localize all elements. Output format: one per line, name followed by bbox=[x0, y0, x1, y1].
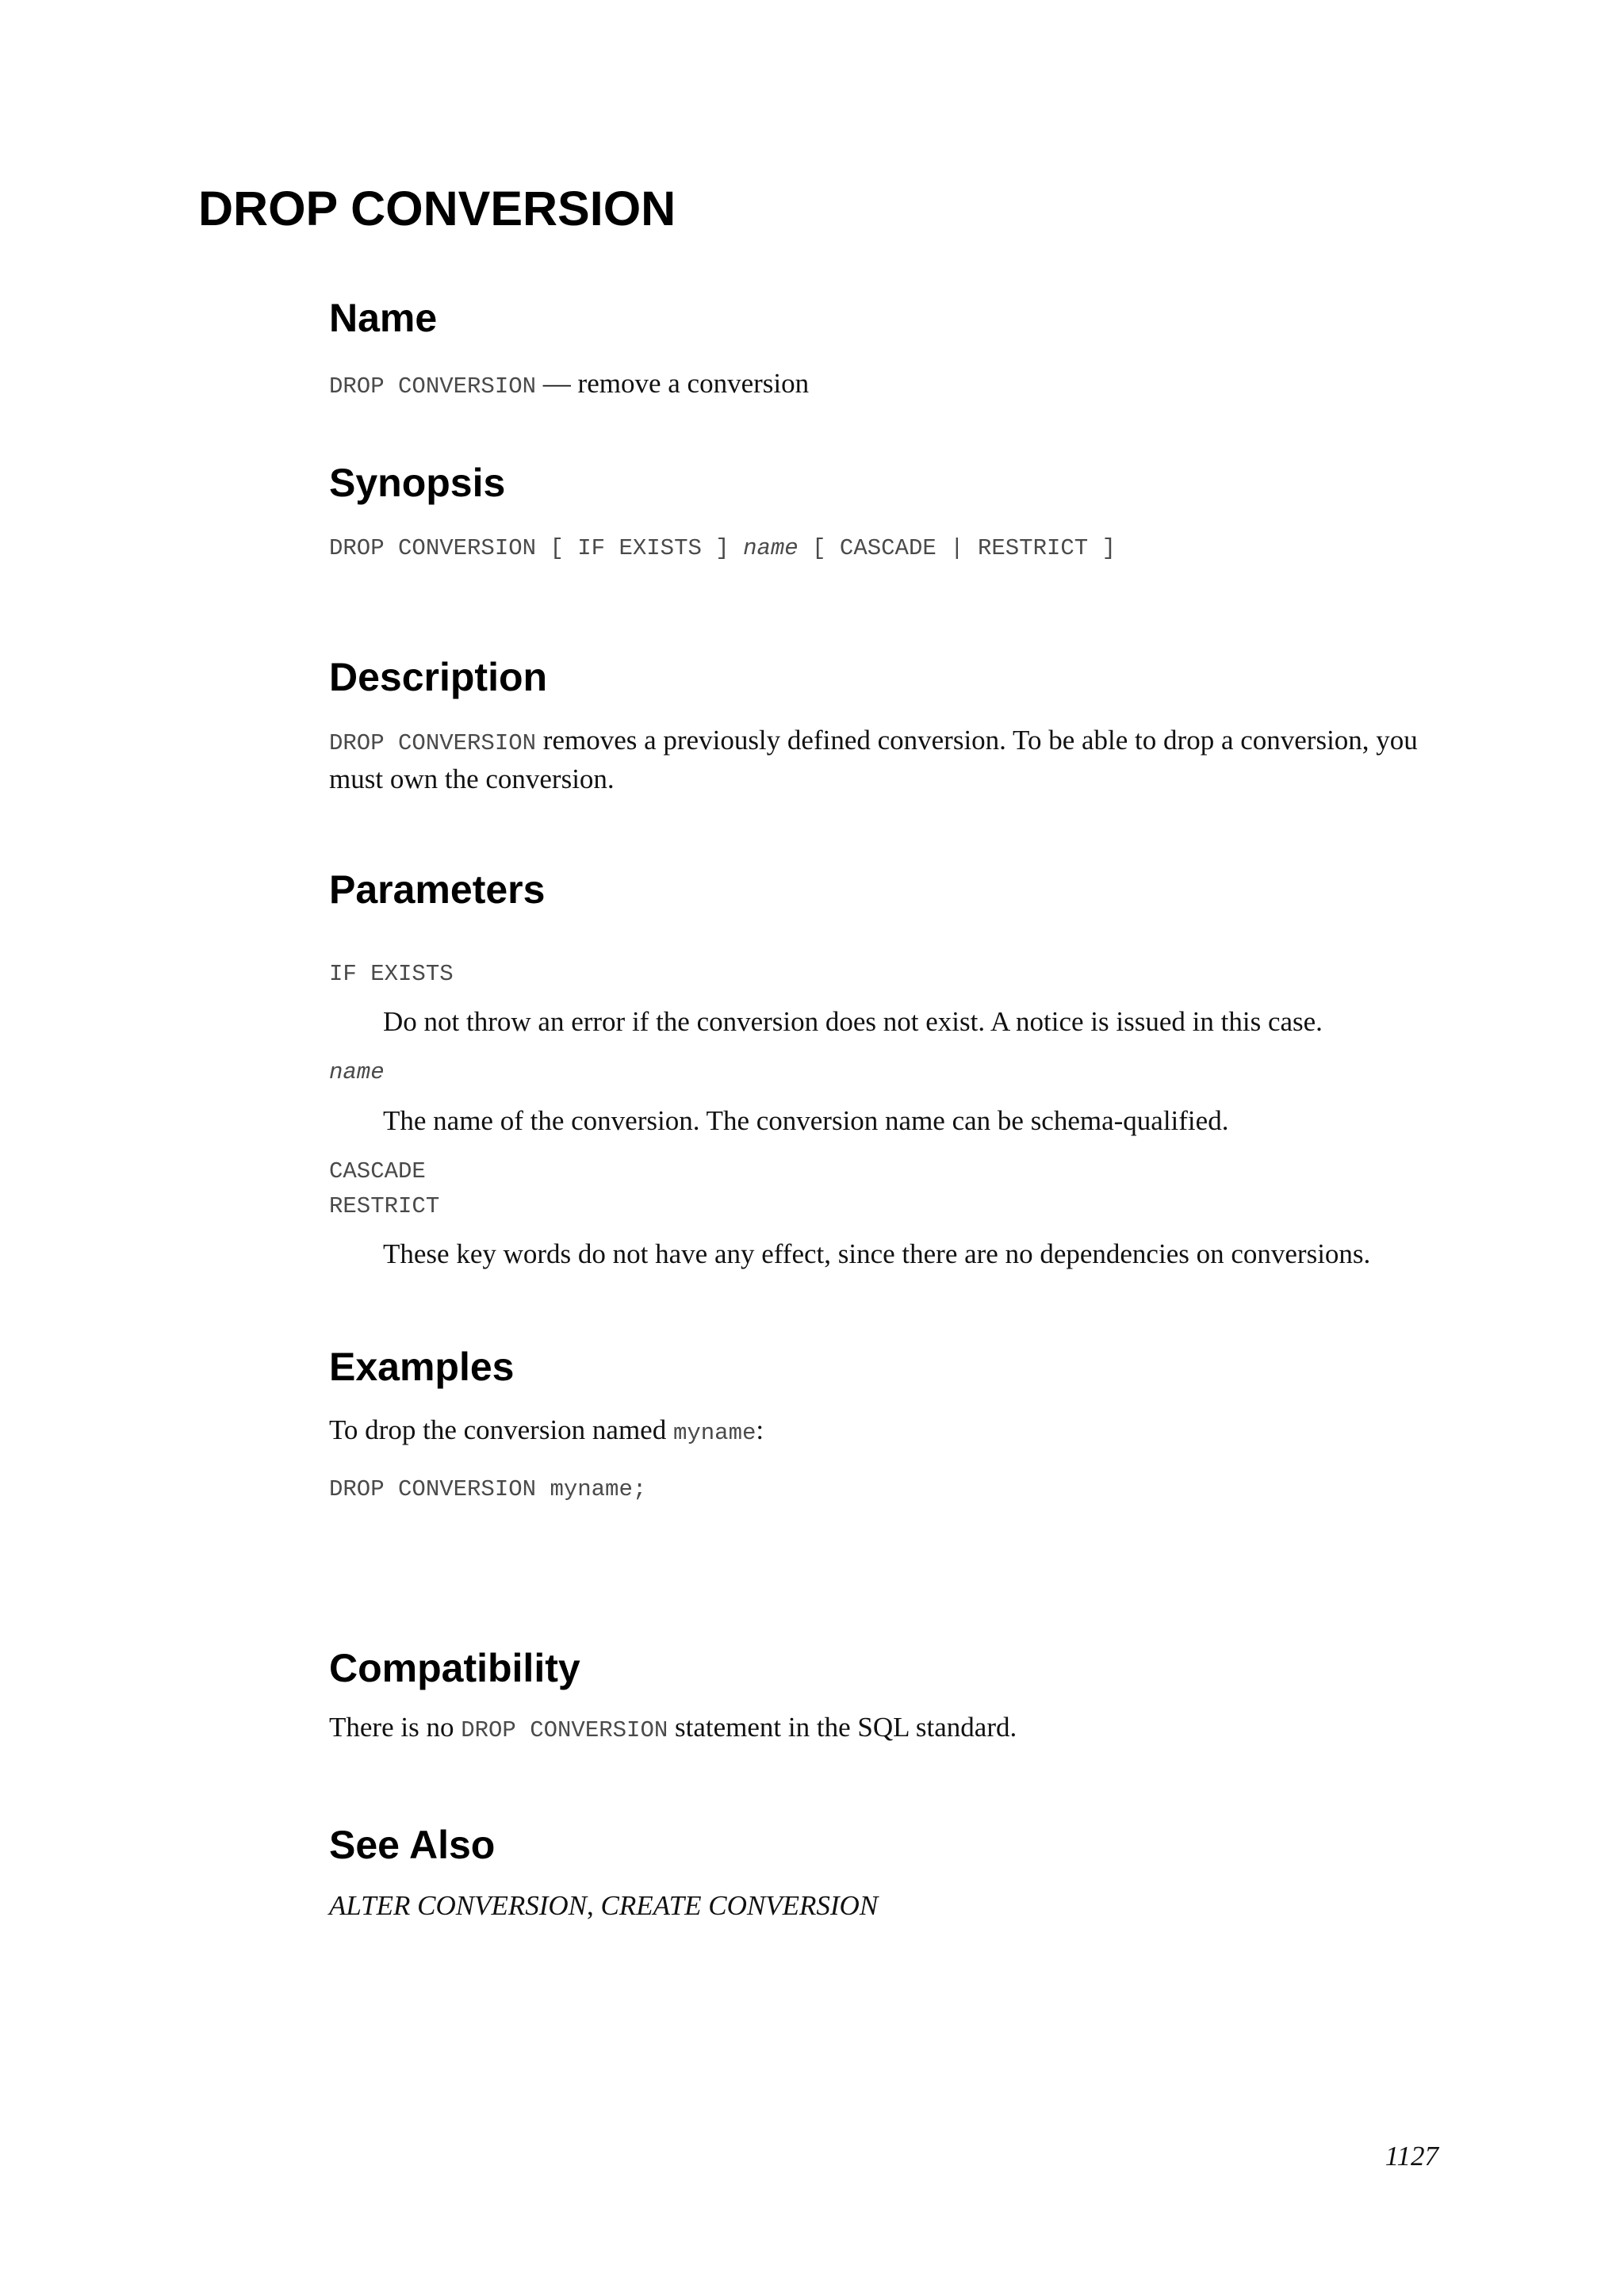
examples-intro-pre: To drop the conversion named bbox=[329, 1414, 673, 1445]
param-term-name: name bbox=[329, 1059, 385, 1085]
compatibility-text bbox=[329, 1709, 1439, 1748]
synopsis-heading: Synopsis bbox=[329, 461, 506, 505]
examples-intro-code: myname bbox=[672, 1420, 756, 1446]
compatibility-heading: Compatibility bbox=[329, 1646, 580, 1690]
page-title: DROP CONVERSION bbox=[198, 182, 676, 235]
compatibility-code: DROP CONVERSION bbox=[461, 1717, 668, 1743]
see-also-sep: , bbox=[587, 1890, 601, 1921]
name-purpose: remove a conversion bbox=[577, 368, 810, 399]
name-heading: Name bbox=[329, 296, 438, 340]
synopsis-code bbox=[329, 535, 1116, 561]
description-body: removes a previously defined conversion. To be able to drop a conversion, you must own the conversion. bbox=[329, 725, 1418, 794]
examples-intro bbox=[329, 1412, 1439, 1451]
synopsis-param: name bbox=[743, 535, 799, 561]
compatibility-pre: There is no bbox=[329, 1712, 462, 1743]
description-command: DROP CONVERSION bbox=[329, 730, 537, 756]
param-def-name: The name of the conversion. The conversion name can be schema-qualified. bbox=[383, 1105, 1229, 1136]
param-term-restrict: RESTRICT bbox=[329, 1193, 440, 1219]
param-term-cascade: CASCADE bbox=[329, 1158, 426, 1184]
name-line bbox=[329, 365, 1439, 404]
synopsis-part1: DROP CONVERSION [ IF EXISTS ] bbox=[329, 535, 744, 561]
page-number: 1127 bbox=[1385, 2141, 1438, 2172]
param-def-cascade-restrict: These key words do not have any effect, since there are no dependencies on conversions. bbox=[383, 1238, 1371, 1269]
synopsis-part2: [ CASCADE | RESTRICT ] bbox=[798, 535, 1116, 561]
see-also-link-alter[interactable]: ALTER CONVERSION bbox=[329, 1890, 587, 1921]
description-text bbox=[329, 722, 1439, 797]
compatibility-post: statement in the SQL standard. bbox=[668, 1712, 1017, 1743]
see-also-link-create[interactable]: CREATE CONVERSION bbox=[600, 1890, 879, 1921]
parameters-heading: Parameters bbox=[329, 867, 546, 912]
param-def-if-exists: Do not throw an error if the conversion does not exist. A notice is issued in this case. bbox=[383, 1006, 1323, 1037]
name-separator: — bbox=[536, 368, 578, 399]
examples-code: DROP CONVERSION myname; bbox=[329, 1476, 647, 1502]
see-also-links bbox=[329, 1888, 1439, 1923]
examples-heading: Examples bbox=[329, 1345, 515, 1389]
param-term-if-exists: IF EXISTS bbox=[329, 961, 454, 987]
examples-intro-post: : bbox=[756, 1414, 764, 1445]
name-command: DROP CONVERSION bbox=[329, 373, 537, 400]
description-heading: Description bbox=[329, 655, 548, 699]
see-also-heading: See Also bbox=[329, 1823, 496, 1867]
